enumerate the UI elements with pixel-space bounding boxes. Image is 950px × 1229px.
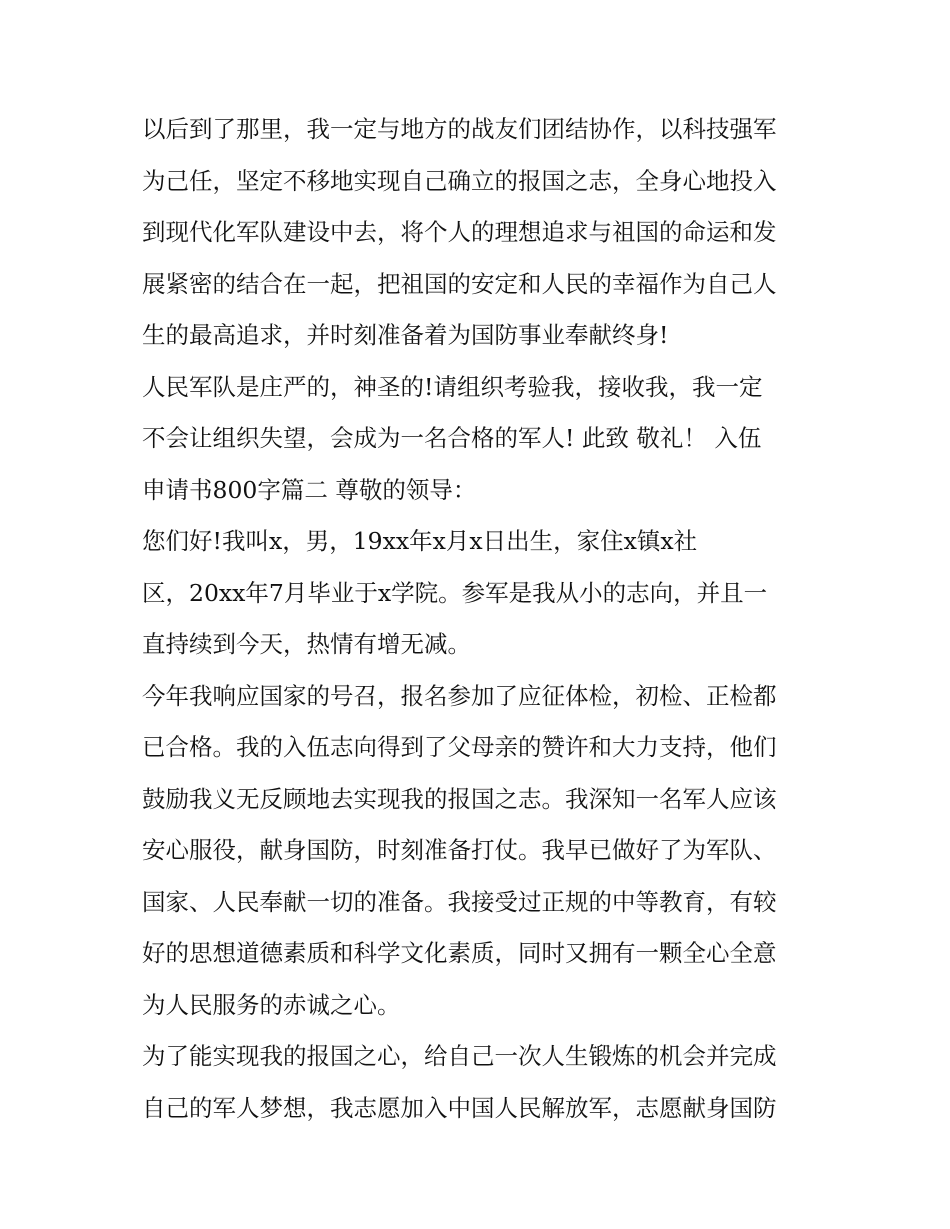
text-line: 展紧密的结合在一起，把祖国的安定和人民的幸福作为自己人 xyxy=(142,269,777,298)
text-line: 自己的军人梦想，我志愿加入中国人民解放军，志愿献身国防 xyxy=(142,1093,777,1122)
text-line: 到现代化军队建设中去，将个人的理想追求与祖国的命运和发 xyxy=(142,218,777,246)
text-line: 申请书800字篇二 尊敬的领导： xyxy=(142,475,477,504)
text-line: 安心服役，献身国防，时刻准备打仗。我早已做好了为军队、 xyxy=(142,836,777,864)
text-line: 生的最高追求，并时刻准备着为国防事业奉献终身! xyxy=(142,321,669,349)
text-line: 为己任，坚定不移地实现自己确立的报国之志，全身心地投入 xyxy=(142,166,777,195)
text-line: 为人民服务的赤诚之心。 xyxy=(142,990,401,1019)
text-line: 今年我响应国家的号召，报名参加了应征体检，初检、正检都 xyxy=(142,681,777,710)
document-body xyxy=(142,104,822,1134)
text-line: 以后到了那里，我一定与地方的战友们团结协作，以科技强军 xyxy=(142,115,777,143)
text-line: 直持续到今天，热情有增无减。 xyxy=(142,630,471,658)
text-line: 为了能实现我的报国之心，给自己一次人生锻炼的机会并完成 xyxy=(142,1042,777,1070)
text-line: 已合格。我的入伍志向得到了父母亲的赞许和大力支持，他们 xyxy=(142,733,777,761)
text-line: 不会让组织失望，会成为一名合格的军人! 此致 敬礼！ 入伍 xyxy=(142,424,762,452)
text-line: 人民军队是庄严的，神圣的!请组织考验我，接收我，我一定 xyxy=(142,372,763,401)
text-line: 您们好!我叫x，男，19xx年x月x日出生，家住x镇x社 xyxy=(142,527,698,555)
text-line: 区，20xx年7月毕业于x学院。参军是我从小的志向，并且一 xyxy=(142,578,768,607)
text-line: 好的思想道德素质和科学文化素质，同时又拥有一颗全心全意 xyxy=(142,939,777,967)
text-line: 国家、人民奉献一切的准备。我接受过正规的中等教育，有较 xyxy=(142,887,777,916)
text-line: 鼓励我义无反顾地去实现我的报国之志。我深知一名军人应该 xyxy=(142,784,777,813)
